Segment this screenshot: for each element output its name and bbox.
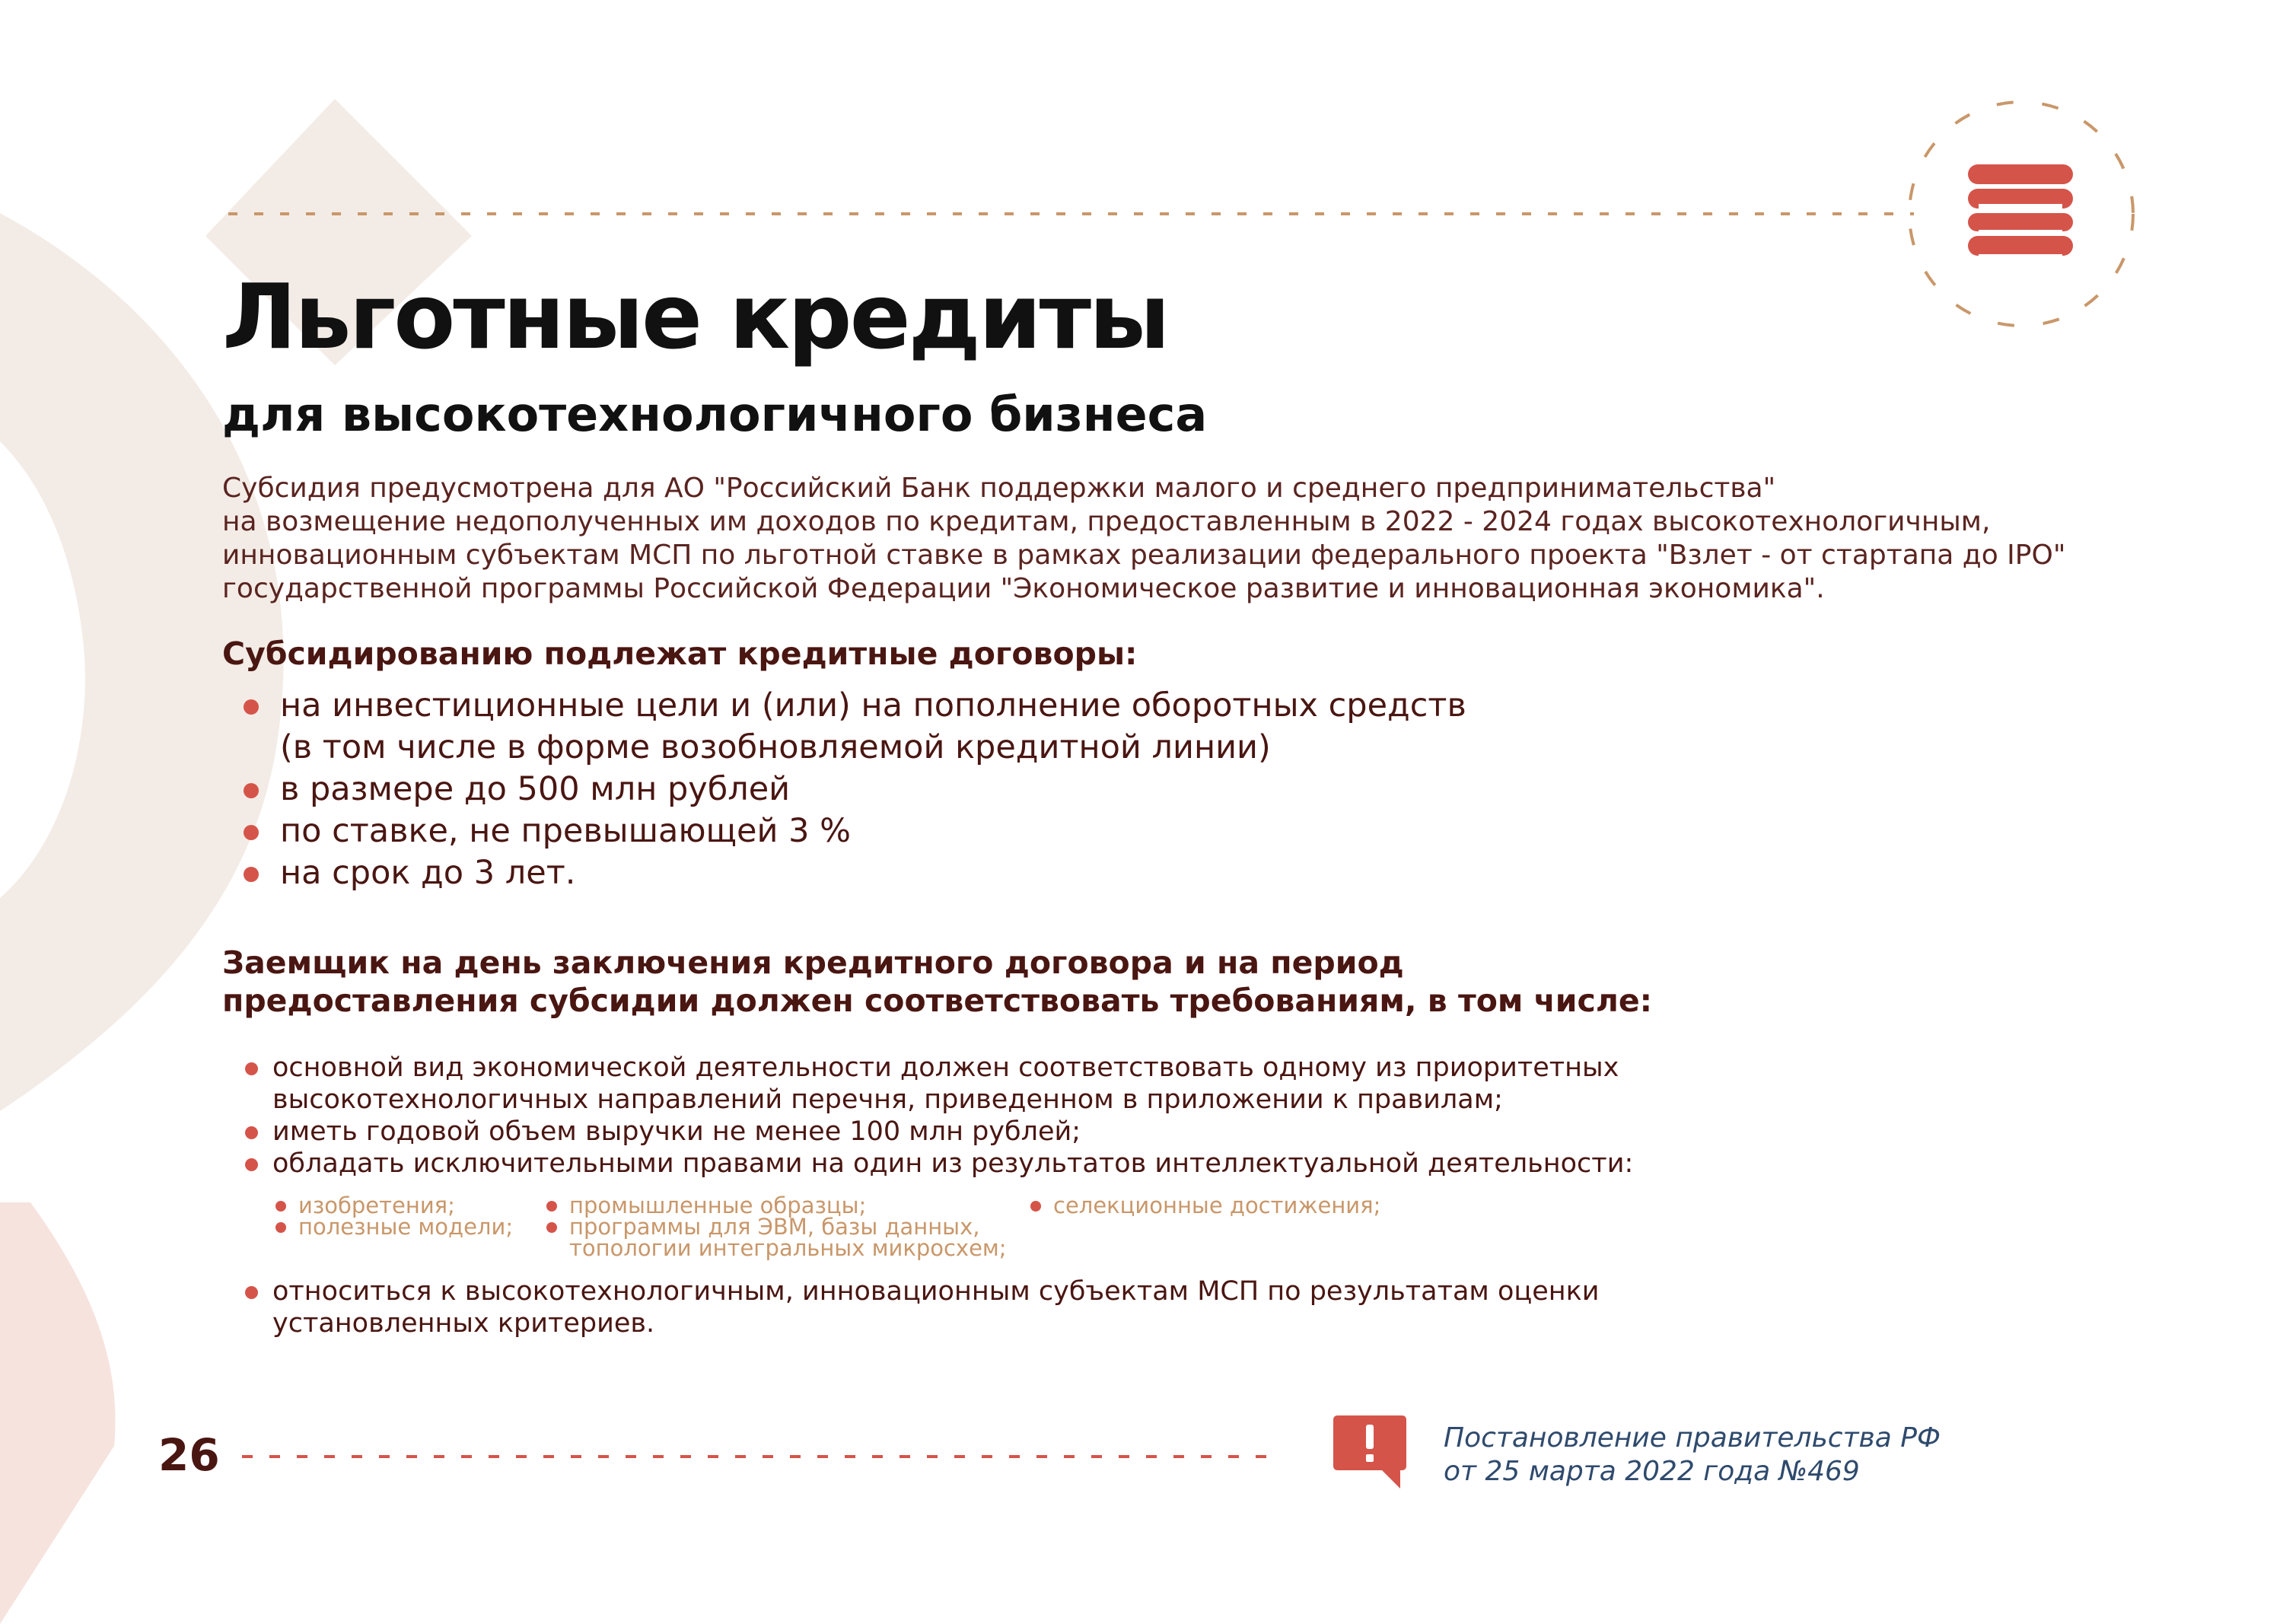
bullet-icon: [245, 1286, 258, 1299]
bullet-icon: [245, 1126, 258, 1139]
intro-line: Субсидия предусмотрена для АО "Российский Банк поддержки малого и среднего предпринимательства": [222, 473, 1776, 504]
list-item-line: на инвестиционные цели и (или) на пополнение оборотных средств: [280, 686, 1466, 724]
list-item-line: в размере до 500 млн рублей: [280, 770, 791, 808]
list-item: [237, 685, 1466, 769]
list-item: [237, 1052, 1633, 1116]
list-item-line: (в том числе в форме возобновляемой кредитной линии): [280, 728, 1271, 766]
intro-line: инновационным субъектам МСП по льготной ставке в рамках реализации федерального проекта "Взлет - от стартапа до IPO": [222, 540, 2066, 571]
list-item-line: установленных критериев.: [272, 1308, 655, 1339]
sub-column-2: [543, 1195, 1007, 1259]
list-item-line: по ставке, не превышающей 3 %: [280, 812, 851, 850]
section2-last-list: [237, 1275, 1600, 1339]
intro-line: государственной программы Российской Федерации "Экономическое развитие и инновационная экономика".: [222, 573, 1825, 604]
bullet-icon: [244, 699, 259, 715]
footer-note-line: от 25 марта 2022 года №469: [1444, 1456, 1860, 1487]
list-item-line: относиться к высокотехнологичным, инновационным субъектам МСП по результатам оценки: [272, 1276, 1600, 1307]
list-item-line: высокотехнологичных направлений перечня, приведенном в приложении к правилам;: [272, 1084, 1503, 1115]
list-item-line: на срок до 3 лет.: [280, 854, 576, 892]
list-item: [237, 810, 1466, 852]
list-item: [237, 1148, 1633, 1180]
coin-stack-icon: [1963, 158, 2078, 272]
sub-item: [1027, 1195, 1380, 1216]
bullet-icon: [546, 1222, 557, 1233]
sub-column-3: [1027, 1195, 1380, 1216]
bullet-icon: [244, 867, 259, 882]
list-item: [237, 769, 1466, 810]
page-number: 26: [158, 1429, 220, 1481]
section2-list: [237, 1052, 1633, 1180]
intro-line: на возмещение недополученных им доходов по кредитам, предоставленным в 2022 - 2024 годах высокотехнологичным,: [222, 506, 1991, 537]
footer-note-line: Постановление правительства РФ: [1444, 1422, 1941, 1454]
list-item: [237, 1275, 1600, 1339]
footer-note: [1444, 1422, 1941, 1489]
section1-list: [237, 685, 1466, 894]
bullet-icon: [275, 1222, 286, 1233]
sub-item: [272, 1214, 514, 1240]
sub-item: [543, 1216, 1007, 1259]
bullet-icon: [546, 1201, 557, 1212]
section2-heading: [222, 944, 1652, 1020]
bullet-icon: [244, 825, 259, 840]
pink-corner-shape: [0, 1202, 116, 1624]
bullet-icon: [245, 1158, 258, 1171]
sub-item-text: изобретения;: [298, 1193, 455, 1218]
sub-item-text: полезные модели;: [298, 1214, 514, 1240]
sub-item-text: топологии интегральных микросхем;: [569, 1235, 1007, 1261]
bullet-icon: [275, 1201, 286, 1212]
sub-column-1: [272, 1193, 514, 1240]
exclamation-speech-bubble-icon: [1332, 1412, 1408, 1489]
sub-item-text: промышленные образцы;: [569, 1193, 867, 1218]
sub-item-text: селекционные достижения;: [1053, 1193, 1381, 1218]
sub-item: [543, 1195, 1007, 1216]
list-item-line: иметь годовой объем выручки не менее 100 млн рублей;: [272, 1116, 1081, 1147]
list-item: [237, 852, 1466, 894]
section1-heading: Субсидированию подлежат кредитные договоры:: [222, 635, 1138, 672]
list-item-line: основной вид экономической деятельности должен соответствовать одному из приоритетных: [272, 1052, 1619, 1083]
bullet-icon: [244, 783, 259, 798]
sub-item-text: программы для ЭВМ, базы данных,: [569, 1214, 980, 1240]
bullet-icon: [245, 1062, 258, 1075]
sub-item: [272, 1195, 513, 1216]
bullet-icon: [1030, 1201, 1041, 1212]
page-subtitle: для высокотехнологичного бизнеса: [222, 387, 1208, 442]
page-title: Льготные кредиты: [222, 264, 1168, 369]
section2-heading-line: предоставления субсидии должен соответствовать требованиям, в том числе:: [222, 982, 1653, 1019]
list-item: [237, 1116, 1633, 1148]
intro-paragraph: [222, 472, 2066, 606]
section2-heading-line: Заемщик на день заключения кредитного договора и на период: [222, 944, 1404, 981]
list-item-line: обладать исключительными правами на один из результатов интеллектуальной деятельности:: [272, 1148, 1634, 1179]
